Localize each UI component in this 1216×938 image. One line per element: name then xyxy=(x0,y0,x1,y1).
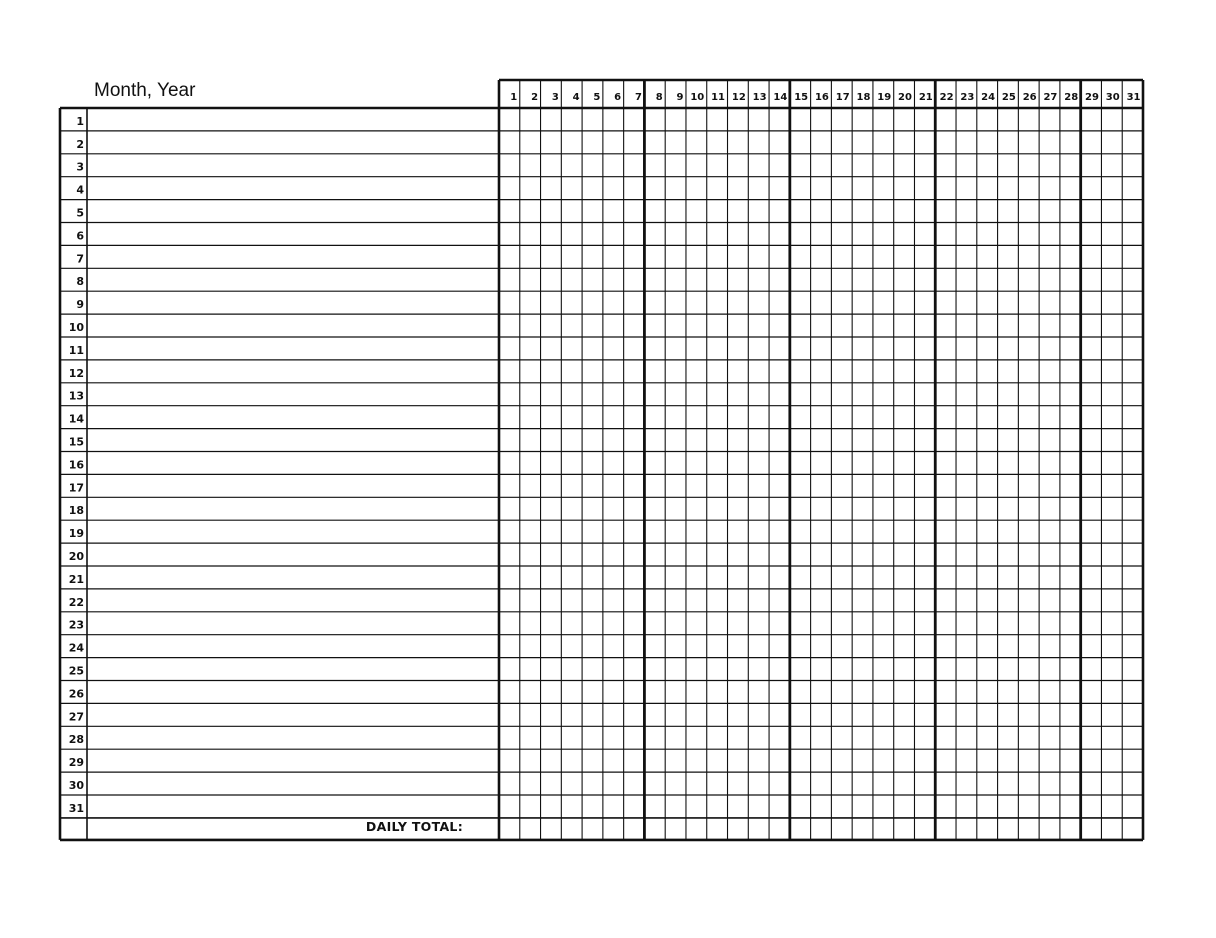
day-header-label: 27 xyxy=(1043,92,1058,103)
row-number-label: 5 xyxy=(76,206,84,220)
day-header-label: 29 xyxy=(1085,92,1099,103)
day-header-label: 14 xyxy=(773,92,788,103)
row-number-label: 22 xyxy=(68,595,84,609)
row-number-label: 6 xyxy=(76,229,84,243)
day-header-label: 25 xyxy=(1001,92,1016,103)
day-header-label: 5 xyxy=(593,92,601,103)
row-number-label: 20 xyxy=(68,550,84,563)
day-header-label: 21 xyxy=(918,92,933,103)
day-header-label: 2 xyxy=(531,92,539,103)
row-number-label: 14 xyxy=(68,412,84,426)
daily-total-label: DAILY TOTAL: xyxy=(365,818,463,834)
row-number-label: 23 xyxy=(68,618,84,632)
day-header-label: 23 xyxy=(960,92,975,103)
row-number-label: 1 xyxy=(76,114,84,128)
row-number-label: 30 xyxy=(68,779,84,792)
row-number-label: 11 xyxy=(68,343,84,357)
row-number-label: 13 xyxy=(68,389,84,403)
day-header-label: 16 xyxy=(814,92,829,103)
day-header-label: 7 xyxy=(634,92,642,103)
day-header-label: 30 xyxy=(1105,92,1120,103)
row-number-label: 27 xyxy=(68,710,84,724)
row-number-label: 4 xyxy=(76,183,84,197)
day-header-label: 6 xyxy=(614,92,622,103)
month-year-title: Month, Year xyxy=(94,80,196,101)
row-number-label: 10 xyxy=(68,321,84,334)
row-number-label: 18 xyxy=(68,504,84,518)
row-number-label: 7 xyxy=(76,252,84,266)
row-number-label: 19 xyxy=(68,527,84,541)
row-number-label: 2 xyxy=(76,137,84,151)
row-number-label: 26 xyxy=(68,687,84,701)
day-header-label: 28 xyxy=(1064,92,1079,103)
day-header-label: 11 xyxy=(711,92,726,103)
day-header-label: 20 xyxy=(898,92,912,103)
day-header-label: 24 xyxy=(981,92,996,103)
day-header-label: 10 xyxy=(690,92,705,103)
row-number-label: 15 xyxy=(68,435,84,449)
day-header-label: 17 xyxy=(835,92,850,103)
day-header-label: 1 xyxy=(510,92,518,103)
row-number-label: 17 xyxy=(68,481,84,495)
row-number-label: 16 xyxy=(68,458,84,472)
row-number-label: 8 xyxy=(76,275,84,289)
row-number-label: 31 xyxy=(68,801,84,815)
day-header-label: 18 xyxy=(856,92,871,103)
day-header-label: 15 xyxy=(794,92,809,103)
row-number-label: 12 xyxy=(68,366,84,380)
day-header-label: 3 xyxy=(551,92,559,103)
row-number-label: 9 xyxy=(76,298,84,312)
row-number-label: 3 xyxy=(76,160,84,174)
day-header-label: 19 xyxy=(877,92,892,103)
day-header-label: 13 xyxy=(752,92,767,103)
day-header-label: 22 xyxy=(939,92,954,103)
day-header-label: 9 xyxy=(676,92,684,103)
row-number-label: 28 xyxy=(68,733,84,747)
row-number-label: 29 xyxy=(68,756,84,770)
day-header-label: 8 xyxy=(655,92,663,103)
day-header-label: 31 xyxy=(1126,92,1141,103)
row-number-label: 24 xyxy=(68,641,84,655)
row-number-label: 21 xyxy=(68,572,84,586)
day-header-label: 4 xyxy=(572,92,580,103)
row-number-label: 25 xyxy=(68,664,84,678)
day-header-label: 12 xyxy=(731,92,746,103)
day-header-label: 26 xyxy=(1022,92,1037,103)
